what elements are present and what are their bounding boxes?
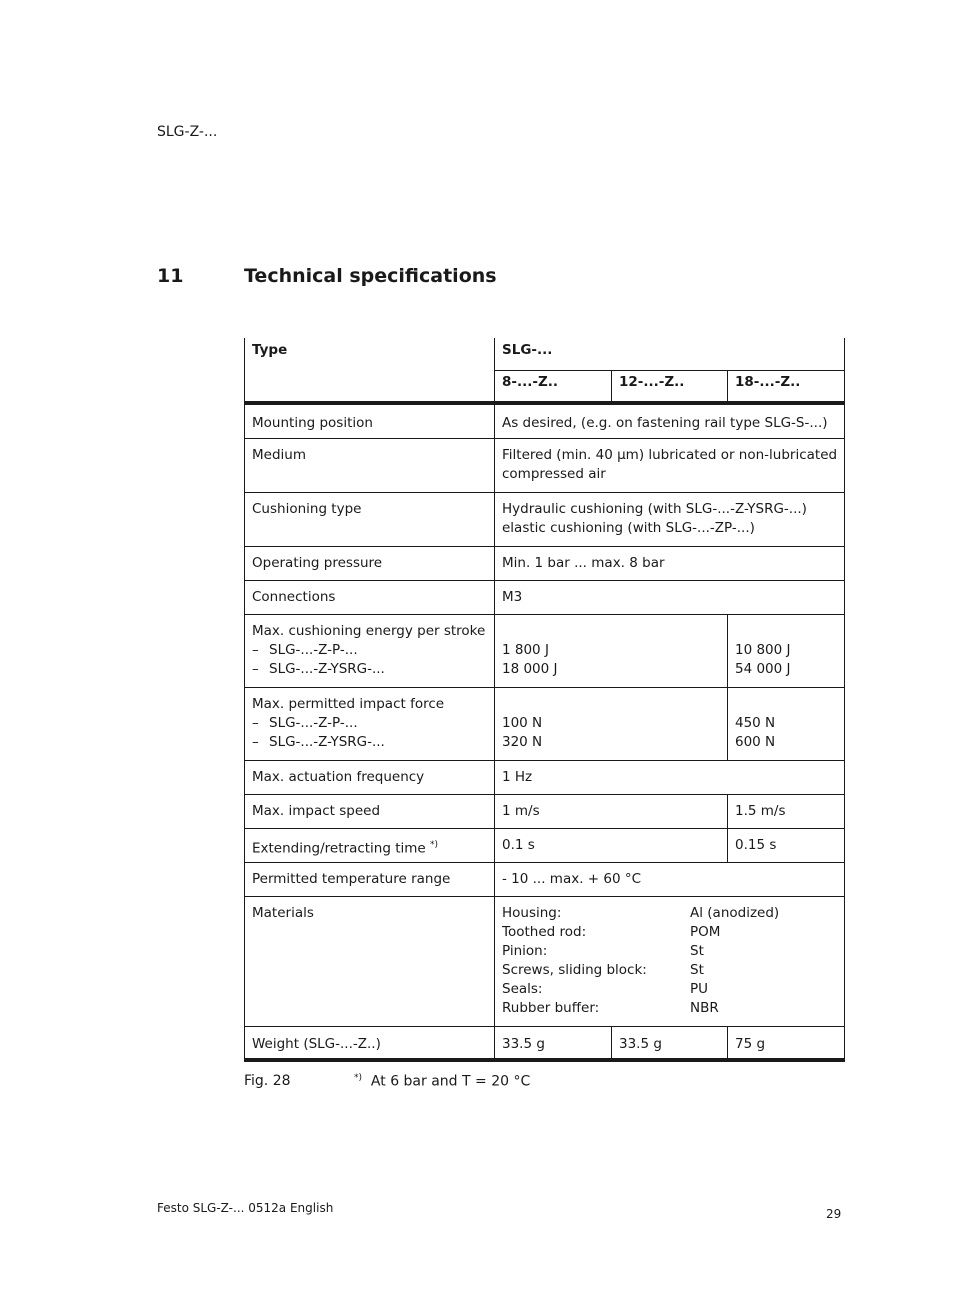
material-value: St xyxy=(690,943,704,959)
row-value: 0.15 s xyxy=(728,828,845,863)
model-header: SLG-... xyxy=(495,338,845,371)
table-row xyxy=(245,546,845,580)
row-value: Min. 1 bar ... max. 8 bar xyxy=(495,546,845,580)
table-row xyxy=(245,1027,845,1061)
row-value: Hydraulic cushioning (with SLG-...-Z-YSRG-...) elastic cushioning (with SLG-...-ZP-...) xyxy=(495,492,845,546)
row-label: Max. actuation frequency xyxy=(245,760,495,794)
row-value: 450 N 600 N xyxy=(728,687,845,760)
row-label: Max. impact speed xyxy=(245,794,495,828)
row-label: Materials xyxy=(245,897,495,1027)
row-value: 1.5 m/s xyxy=(728,794,845,828)
material-value: POM xyxy=(690,924,721,940)
row-value: As desired, (e.g. on fastening rail type SLG-S-...) xyxy=(495,403,845,438)
row-value: 10 800 J 54 000 J xyxy=(728,614,845,687)
material-part: Screws, sliding block: xyxy=(502,962,647,978)
material-part: Seals: xyxy=(502,981,543,997)
running-header: SLG-Z-... xyxy=(157,124,218,140)
type-header: Type xyxy=(245,338,495,403)
table-row xyxy=(245,863,845,897)
row-label: Extending/retracting time *) xyxy=(245,828,495,863)
row-label: Weight (SLG-...-Z..) xyxy=(245,1027,495,1061)
variant-header: 8-...-Z.. xyxy=(495,371,612,404)
variant-header: 18-...-Z.. xyxy=(728,371,845,404)
material-value: NBR xyxy=(690,1000,719,1016)
section-title: Technical specifications xyxy=(244,265,497,287)
table-row xyxy=(245,760,845,794)
footer-document-id: Festo SLG-Z-... 0512a English xyxy=(157,1201,334,1215)
row-label: Max. cushioning energy per stroke – SLG-...-Z-P-... – SLG-...-Z-YSRG-... xyxy=(245,614,495,687)
row-label: Operating pressure xyxy=(245,546,495,580)
table-row xyxy=(245,403,845,438)
footnote: *) At 6 bar and T = 20 °C xyxy=(354,1073,531,1090)
table-row xyxy=(245,828,845,863)
row-value: Filtered (min. 40 µm) lubricated or non-lubricated compressed air xyxy=(495,438,845,492)
row-label: Max. permitted impact force – SLG-...-Z-P-... – SLG-...-Z-YSRG-... xyxy=(245,687,495,760)
material-part: Pinion: xyxy=(502,943,548,959)
variant-header: 12-...-Z.. xyxy=(612,371,728,404)
row-value: M3 xyxy=(495,580,845,614)
table-row xyxy=(245,687,845,760)
section-number: 11 xyxy=(157,265,184,287)
row-label: Medium xyxy=(245,438,495,492)
table-row xyxy=(245,614,845,687)
row-value: 100 N 320 N xyxy=(495,687,728,760)
table-row xyxy=(245,897,845,1027)
material-part: Rubber buffer: xyxy=(502,1000,600,1016)
row-label: Cushioning type xyxy=(245,492,495,546)
row-value: 33.5 g xyxy=(612,1027,728,1061)
material-part: Housing: xyxy=(502,905,562,921)
figure-caption: Fig. 28 xyxy=(244,1073,291,1089)
table-row xyxy=(245,492,845,546)
row-value: - 10 ... max. + 60 °C xyxy=(495,863,845,897)
row-value: 1 800 J 18 000 J xyxy=(495,614,728,687)
table-row xyxy=(245,580,845,614)
specifications-table xyxy=(244,338,845,1062)
materials-list xyxy=(495,897,845,1027)
row-value: 1 Hz xyxy=(495,760,845,794)
material-value: PU xyxy=(690,981,709,997)
row-value: 75 g xyxy=(728,1027,845,1061)
table-row xyxy=(245,794,845,828)
material-value: St xyxy=(690,962,704,978)
page-number: 29 xyxy=(826,1207,842,1221)
material-value: Al (anodized) xyxy=(690,905,780,921)
row-value: 1 m/s xyxy=(495,794,728,828)
row-label: Mounting position xyxy=(245,403,495,438)
row-value: 0.1 s xyxy=(495,828,728,863)
row-label: Permitted temperature range xyxy=(245,863,495,897)
row-value: 33.5 g xyxy=(495,1027,612,1061)
table-row xyxy=(245,438,845,492)
material-part: Toothed rod: xyxy=(502,924,587,940)
table-header-row xyxy=(245,338,845,371)
row-label: Connections xyxy=(245,580,495,614)
